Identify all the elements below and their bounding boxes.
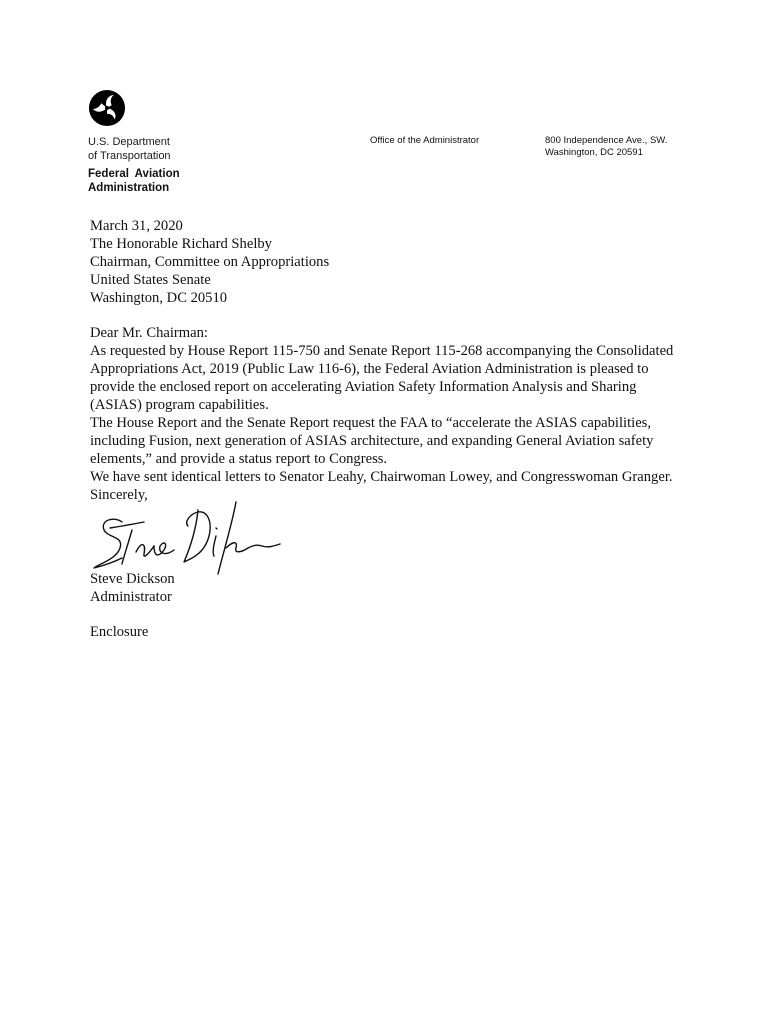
salutation: Dear Mr. Chairman: bbox=[90, 325, 208, 341]
enclosure-note: Enclosure bbox=[90, 624, 149, 640]
department-name-line1: U.S. Department bbox=[88, 136, 170, 148]
department-name-line2: of Transportation bbox=[88, 150, 171, 162]
handwritten-signature bbox=[92, 500, 282, 578]
recipient-line: Washington, DC 20510 bbox=[90, 290, 228, 306]
recipient-line: United States Senate bbox=[90, 272, 211, 288]
agency-name-line1: Federal Aviation bbox=[88, 168, 180, 180]
letterhead bbox=[0, 0, 768, 210]
address-line1: 800 Independence Ave., SW. bbox=[545, 135, 668, 146]
office-address bbox=[545, 135, 667, 159]
signer-name: Steve Dickson bbox=[90, 571, 175, 587]
signer-block bbox=[90, 570, 690, 606]
recipient-line: The Honorable Richard Shelby bbox=[90, 236, 272, 252]
letter-body bbox=[90, 217, 690, 641]
recipient-address bbox=[90, 235, 690, 307]
agency-name-line2: Administration bbox=[88, 182, 170, 194]
body-paragraph-1: As requested by House Report 115-750 and Senate Report 115-268 accompanying the Consolidated Appropriations Act, 2019 (Public Law 116-6), the Federal Aviation Administration is pleased to provide the enclosed report on accelerating Aviation Safety Information Analysis and Sharing (ASIAS) program capabilities. bbox=[90, 343, 674, 413]
recipient-line: Chairman, Committee on Appropriations bbox=[90, 254, 330, 270]
body-paragraph-2: The House Report and the Senate Report request the FAA to “accelerate the ASIAS capabilities, including Fusion, next generation of ASIAS architecture, and expanding General Aviation safety elements,” and provide a status report to Congress. bbox=[90, 415, 654, 467]
body-paragraph-3: We have sent identical letters to Senator Leahy, Chairwoman Lowey, and Congresswoman Granger. bbox=[90, 469, 673, 485]
office-name: Office of the Administrator bbox=[370, 135, 480, 146]
letter-date: March 31, 2020 bbox=[90, 218, 183, 234]
signer-title: Administrator bbox=[90, 589, 172, 605]
dot-triskelion-logo-icon bbox=[88, 89, 126, 127]
closing: Sincerely, bbox=[90, 487, 148, 503]
address-line2: Washington, DC 20591 bbox=[545, 147, 643, 158]
